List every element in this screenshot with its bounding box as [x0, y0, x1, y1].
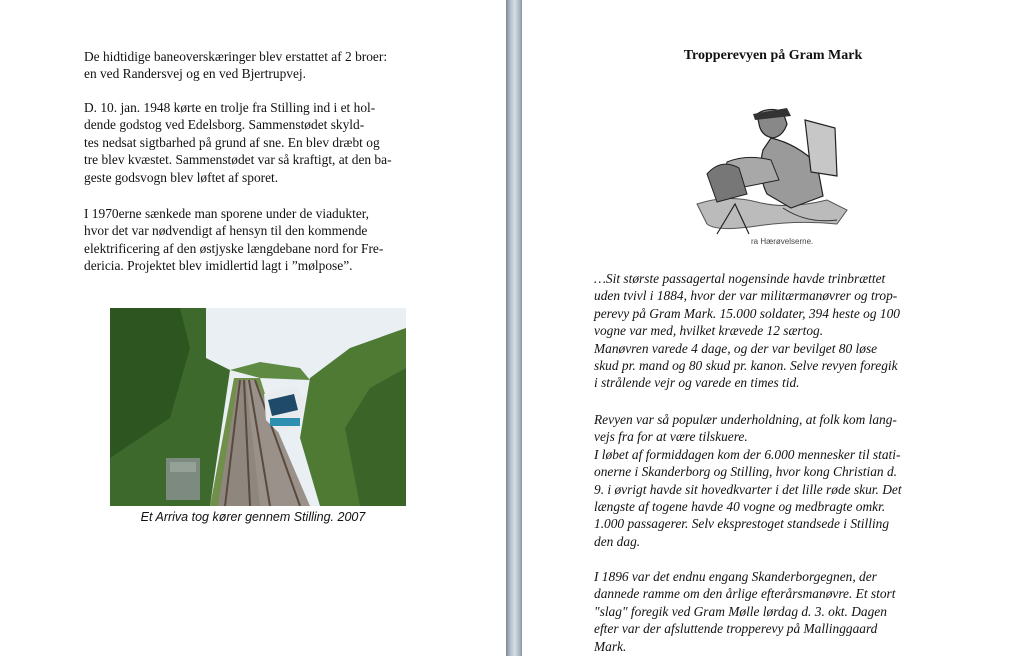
- text-line: 9. i øvrigt havde sit hovedkvarter i det lille røde skur. Det: [594, 481, 902, 497]
- text-line: længste af togene havde 40 vogne og medbragte omkr.: [594, 499, 886, 515]
- text-line: dende godstog ved Edelsborg. Sammenstødet skyld-: [84, 117, 365, 133]
- text-line: I løbet af formiddagen kom der 6.000 mennesker til stati-: [594, 446, 901, 462]
- page-gutter: [506, 0, 522, 656]
- text-line: vejs fra for at være tilskuere.: [594, 429, 748, 445]
- text-line: Manøvren varede 4 dage, og der var bevilget 80 løse: [594, 340, 878, 356]
- illustration-caption: ra Hærøvelserne.: [751, 237, 814, 246]
- photo-caption: Et Arriva tog kører gennem Stilling. 2007: [140, 510, 366, 524]
- text-line: vogne var med, hvilket krævede 12 særtog.: [594, 323, 824, 339]
- text-line: dannede ramme om den årlige efterårsmanøvre. Et stort: [594, 586, 896, 602]
- text-line: elektrificering af den østjyske længdebane nord for Fre-: [84, 240, 384, 256]
- text-line: De hidtidige baneoverskæringer blev erstattet af 2 broer:: [84, 49, 388, 64]
- text-line: I 1970erne sænkede man sporene under de viadukter,: [84, 206, 370, 221]
- text-line: …Sit største passagertal nogensinde havde trinbrættet: [594, 271, 886, 286]
- right-page: [522, 0, 1024, 656]
- paragraph-bridges: [84, 48, 387, 83]
- text-line: 1.000 passagerer. Selv eksprestoget standsede i Stilling: [594, 516, 890, 532]
- text-line: Mark.: [594, 638, 627, 654]
- paragraph-collision: [84, 99, 392, 186]
- text-line: efter var der afsluttende tropperevy på Mallinggaard: [594, 621, 878, 637]
- text-line: dericia. Projektet blev imidlertid lagt i ”mølpose”.: [84, 258, 353, 274]
- text-line: tes nedsat sigtbarhed på grund af sne. En blev dræbt og: [84, 134, 380, 150]
- left-page: [0, 0, 506, 656]
- text-line: geste godsvogn blev løftet af sporet.: [84, 169, 279, 185]
- text-line: D. 10. jan. 1948 kørte en trolje fra Stilling ind i et hol-: [84, 100, 376, 115]
- text-line: i strålende vejr og varede en times tid.: [594, 375, 800, 391]
- paragraph-electrification: [84, 205, 383, 275]
- text-line: den dag.: [594, 533, 641, 549]
- paragraph-spectators: [594, 411, 902, 550]
- soldier-engraving: [687, 84, 859, 254]
- text-line: en ved Randersvej og en ved Bjertrupvej.: [84, 66, 306, 82]
- text-line: "slag" foregik ved Gram Mølle lørdag d. 3. okt. Dagen: [594, 603, 887, 619]
- text-line: Revyen var så populær underholdning, at folk kom lang-: [594, 412, 897, 427]
- train-photo: [110, 308, 406, 506]
- text-line: perevy på Gram Mark. 15.000 soldater, 394 heste og 100: [594, 305, 900, 321]
- section-title: Tropperevyen på Gram Mark: [683, 48, 863, 63]
- paragraph-1896: [594, 568, 896, 655]
- paragraph-manoeuvre-1884: [594, 270, 900, 392]
- text-line: hvor det var nødvendigt af hensyn til den kommende: [84, 223, 368, 239]
- text-line: uden tvivl i 1884, hvor der var militærmanøvrer og trop-: [594, 288, 898, 304]
- text-line: I 1896 var det endnu engang Skanderborgegnen, der: [594, 569, 877, 584]
- text-line: onerne i Skanderborg og Stilling, hvor kong Christian d.: [594, 464, 898, 480]
- text-line: tre blev kvæstet. Sammenstødet var så kraftigt, at den ba-: [84, 152, 392, 168]
- text-line: skud pr. mand og 80 skud pr. kanon. Selve revyen foregik: [594, 358, 898, 374]
